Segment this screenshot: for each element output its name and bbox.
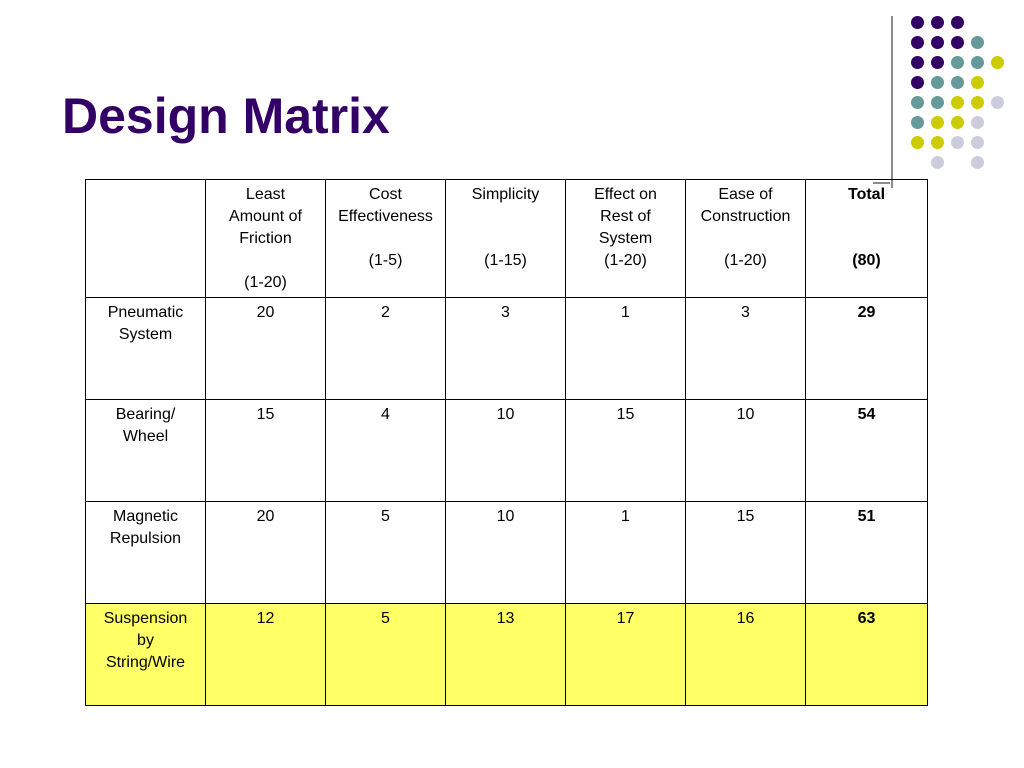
score-cell: 20 (206, 298, 326, 400)
decorative-dot (951, 16, 964, 29)
cell-line: System (598, 230, 653, 247)
score-cell: 15 (686, 502, 806, 604)
decorative-dot (951, 76, 964, 89)
row-label-cell (86, 604, 206, 706)
score-cell: 10 (446, 400, 566, 502)
cell-line: (80) (852, 252, 881, 269)
score-cell: 10 (446, 502, 566, 604)
score-cell: 3 (446, 298, 566, 400)
decorative-dot (911, 56, 924, 69)
cell-line: (1-5) (368, 252, 403, 269)
row-label-cell (86, 298, 206, 400)
score-cell: 5 (326, 502, 446, 604)
table-row (86, 298, 928, 400)
blank-line (448, 206, 563, 228)
header-cell-empty (86, 180, 206, 298)
cell-line: String/Wire (105, 654, 186, 671)
decorative-dot (971, 56, 984, 69)
blank-line (208, 250, 323, 272)
decorative-dot (911, 76, 924, 89)
cell-line: Construction (700, 208, 791, 225)
cell-line: Rest of (600, 208, 651, 225)
decorative-dot (951, 56, 964, 69)
blank-line (328, 228, 443, 250)
score-cell: 3 (686, 298, 806, 400)
cell-line: Pneumatic (107, 304, 184, 321)
decorative-dot (971, 116, 984, 129)
decorative-dot (931, 36, 944, 49)
cell-line: (1-15) (484, 252, 527, 269)
score-cell: 1 (566, 502, 686, 604)
header-cell (326, 180, 446, 298)
row-label-cell (86, 502, 206, 604)
header-cell (806, 180, 928, 298)
decorative-dot (931, 56, 944, 69)
blank-line (808, 228, 925, 250)
decorative-dot (931, 116, 944, 129)
decorative-dot (951, 96, 964, 109)
header-row (86, 180, 928, 298)
cell-line: Ease of (718, 186, 773, 203)
cell-line: Magnetic (113, 508, 178, 525)
total-cell: 29 (806, 298, 928, 400)
score-cell: 1 (566, 298, 686, 400)
decorative-dot (911, 136, 924, 149)
cell-line: Suspension (103, 610, 188, 627)
score-cell: 4 (326, 400, 446, 502)
decorative-dot (931, 136, 944, 149)
header-cell (566, 180, 686, 298)
score-cell: 15 (206, 400, 326, 502)
blank-line (808, 206, 925, 228)
cell-line: Simplicity (471, 186, 540, 203)
score-cell: 13 (446, 604, 566, 706)
slide-title: Design Matrix (62, 88, 390, 144)
cell-line: Amount of (229, 208, 302, 225)
table-row (86, 502, 928, 604)
cell-line: Cost (369, 186, 402, 203)
header-cell (446, 180, 566, 298)
cell-line: (1-20) (724, 252, 767, 269)
table-row (86, 400, 928, 502)
decorative-dot (971, 96, 984, 109)
decorative-dot (931, 96, 944, 109)
decorative-dot (931, 76, 944, 89)
decorative-dot (911, 96, 924, 109)
decorative-dot (911, 116, 924, 129)
cell-line: Friction (239, 230, 292, 247)
decorative-dot (971, 136, 984, 149)
decorative-dot (951, 36, 964, 49)
header-cell (206, 180, 326, 298)
decorative-dot (971, 76, 984, 89)
decorative-dot (911, 16, 924, 29)
score-cell: 17 (566, 604, 686, 706)
cell-line: (1-20) (244, 274, 287, 291)
decorative-dot (971, 36, 984, 49)
cell-line: Effectiveness (338, 208, 433, 225)
decorative-dot-grid (911, 16, 1007, 164)
row-label-cell (86, 400, 206, 502)
score-cell: 12 (206, 604, 326, 706)
cell-line: Bearing/ (115, 406, 176, 423)
cell-line: Effect on (594, 186, 657, 203)
cell-line: Repulsion (109, 530, 182, 547)
cell-line: by (137, 632, 154, 649)
decorative-vertical-line (891, 16, 893, 188)
total-cell: 51 (806, 502, 928, 604)
cell-line: Least (245, 186, 286, 203)
design-matrix-table (85, 179, 928, 706)
total-cell: 54 (806, 400, 928, 502)
score-cell: 20 (206, 502, 326, 604)
score-cell: 15 (566, 400, 686, 502)
cell-line: System (118, 326, 173, 343)
decorative-dot (951, 136, 964, 149)
score-cell: 10 (686, 400, 806, 502)
decorative-dot (911, 36, 924, 49)
score-cell: 2 (326, 298, 446, 400)
cell-line: (1-20) (604, 252, 647, 269)
score-cell: 16 (686, 604, 806, 706)
decorative-dot (971, 156, 984, 169)
blank-line (688, 228, 803, 250)
decorative-dot (931, 16, 944, 29)
cell-line: Wheel (122, 428, 169, 445)
decorative-dot (991, 96, 1004, 109)
decorative-dot (991, 56, 1004, 69)
header-cell (686, 180, 806, 298)
cell-line: Total (847, 186, 886, 203)
decorative-dot (931, 156, 944, 169)
table-row (86, 604, 928, 706)
total-cell: 63 (806, 604, 928, 706)
decorative-dot (951, 116, 964, 129)
score-cell: 5 (326, 604, 446, 706)
blank-line (448, 228, 563, 250)
